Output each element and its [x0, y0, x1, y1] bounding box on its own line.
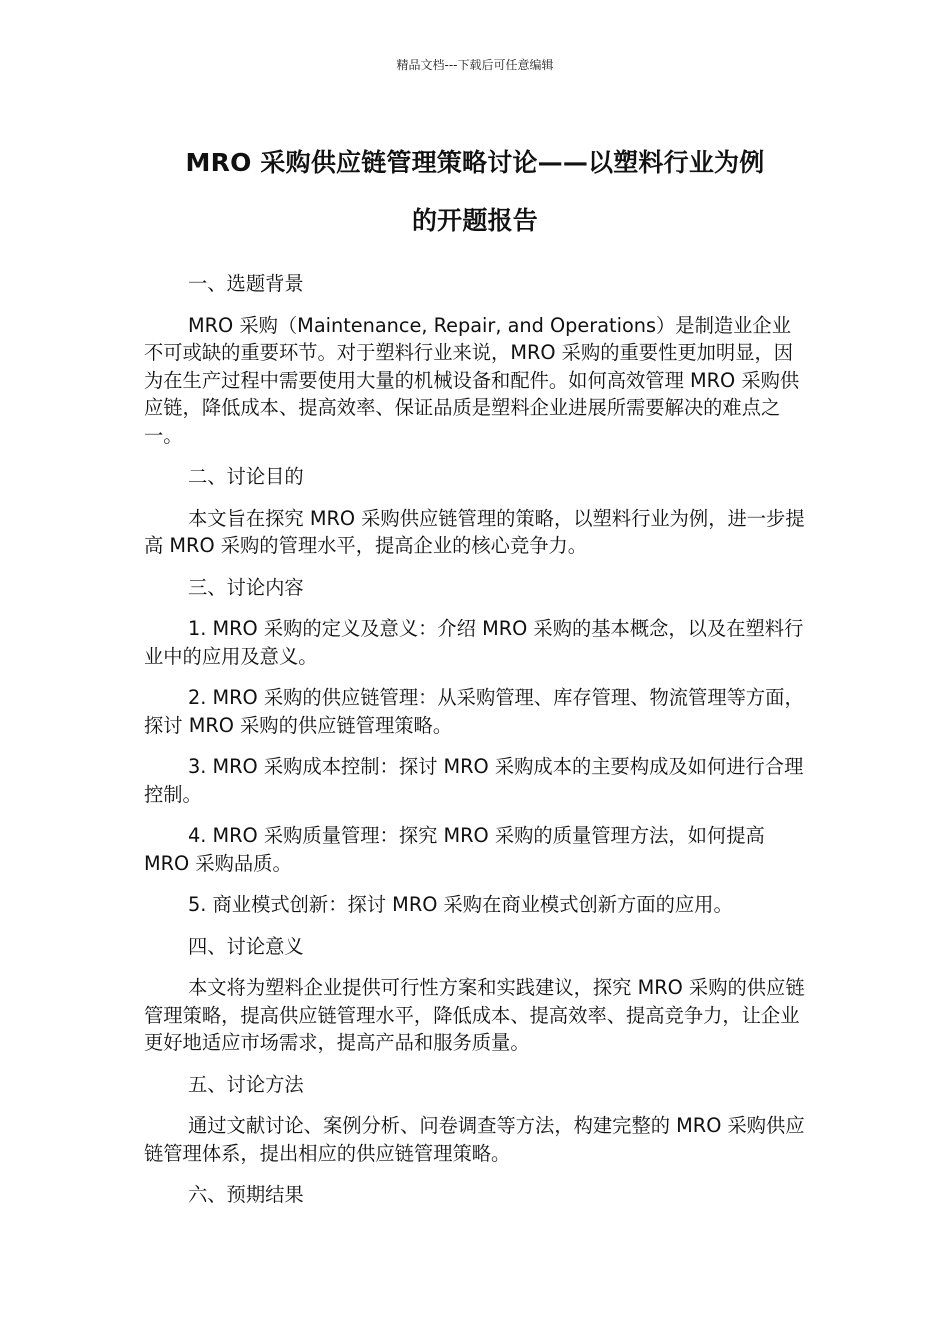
paragraph-significance: 本文将为塑料企业提供可行性方案和实践建议，探究 MRO 采购的供应链管理策略，提高供应链管理水平，降低成本、提高效率、提高竞争力，让企业更好地适应市场需求，提高产品和服务质量。 — [144, 976, 805, 1054]
section-heading-content: 三、讨论内容 — [188, 575, 304, 599]
list-item-definition: 1. MRO 采购的定义及意义：介绍 MRO 采购的基本概念，以及在塑料行业中的应用及意义。 — [144, 617, 804, 668]
page-header: 精品文档---下载后可任意编辑 — [396, 58, 554, 72]
title-line-2: 的开题报告 — [411, 206, 538, 235]
document-body — [144, 270, 806, 1223]
section-heading-background: 一、选题背景 — [188, 272, 304, 295]
section-heading-significance: 四、讨论意义 — [188, 934, 304, 958]
list-item-business-model: 5. 商业模式创新：探讨 MRO 采购在商业模式创新方面的应用。 — [188, 893, 733, 916]
section-heading-purpose: 二、讨论目的 — [188, 465, 304, 488]
document-title — [140, 134, 810, 250]
section-heading-expected-results: 六、预期结果 — [188, 1183, 304, 1206]
paragraph-purpose: 本文旨在探究 MRO 采购供应链管理的策略，以塑料行业为例，进一步提高 MRO 采购的管理水平，提高企业的核心竞争力。 — [144, 506, 805, 557]
list-item-quality: 4. MRO 采购质量管理：探究 MRO 采购的质量管理方法，如何提高 MRO 采购品质。 — [144, 824, 765, 875]
list-item-supply-chain: 2. MRO 采购的供应链管理：从采购管理、库存管理、物流管理等方面，探讨 MRO 采购的供应链管理策略。 — [144, 686, 804, 737]
list-item-cost-control: 3. MRO 采购成本控制：探讨 MRO 采购成本的主要构成及如何进行合理控制。 — [144, 755, 804, 806]
section-heading-method: 五、讨论方法 — [188, 1072, 304, 1096]
paragraph-background: MRO 采购（Maintenance, Repair, and Operations）是制造业企业不可或缺的重要环节。对于塑料行业来说，MRO 采购的重要性更加明显，因为在生产过程中需要使用大量的机械设备和配件。如何高效管理 MRO 采购供应链，降低成本、提高效率、保证品质是塑料企业进展所需要解决的难点之一。 — [144, 313, 800, 447]
paragraph-method: 通过文献讨论、案例分析、问卷调查等方法，构建完整的 MRO 采购供应链管理体系，提出相应的供应链管理策略。 — [144, 1114, 805, 1165]
title-line-1: MRO 采购供应链管理策略讨论——以塑料行业为例 — [185, 148, 765, 177]
